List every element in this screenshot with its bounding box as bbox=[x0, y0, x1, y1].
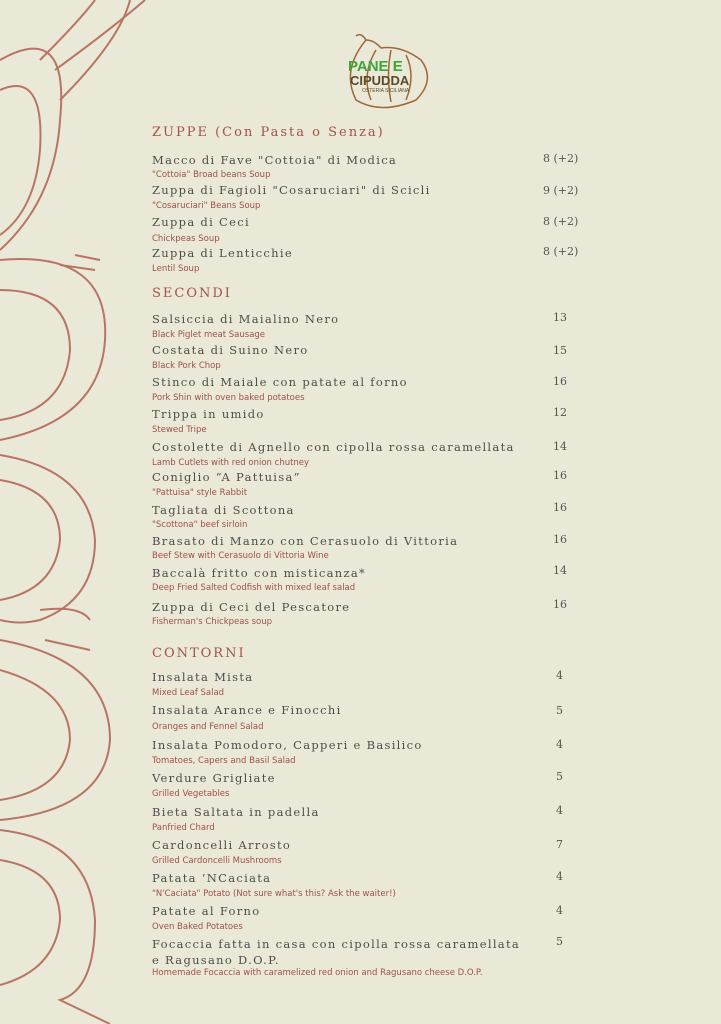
section-title: CONTORNI bbox=[152, 646, 246, 661]
item-name: Coniglio “A Pattuisa” bbox=[152, 470, 301, 484]
item-name: Focaccia fatta in casa con cipolla rossa caramellata bbox=[152, 937, 521, 951]
item-description: Pork Shin with oven baked potatoes bbox=[152, 393, 305, 403]
item-description: Black Pork Chop bbox=[152, 361, 221, 371]
item-description: Black Piglet meat Sausage bbox=[152, 330, 266, 340]
item-description: Lentil Soup bbox=[152, 264, 200, 274]
item-price: 8 (+2) bbox=[543, 215, 579, 228]
item-description: Deep Fried Salted Codfish with mixed leaf salad bbox=[152, 583, 356, 593]
section-title: ZUPPE (Con Pasta o Senza) bbox=[152, 125, 385, 140]
item-description: Oranges and Fennel Salad bbox=[152, 722, 264, 732]
item-description: Panfried Chard bbox=[152, 823, 215, 833]
item-name: Cardoncelli Arrosto bbox=[152, 838, 292, 852]
item-description: Lamb Cutlets with red onion chutney bbox=[152, 458, 310, 468]
item-name: Brasato di Manzo con Cerasuolo di Vittoria bbox=[152, 534, 459, 548]
item-name: Tagliata di Scottona bbox=[152, 503, 295, 517]
logo-line2: CIPUDDA bbox=[350, 73, 410, 88]
item-description: Oven Baked Potatoes bbox=[152, 922, 243, 932]
item-description: Fisherman's Chickpeas soup bbox=[152, 617, 273, 627]
restaurant-logo bbox=[336, 30, 432, 110]
item-price: 4 bbox=[556, 738, 563, 751]
item-price: 8 (+2) bbox=[543, 152, 579, 165]
item-name: Macco di Fave "Cottoia" di Modica bbox=[152, 153, 398, 167]
item-name: Insalata Arance e Finocchi bbox=[152, 703, 342, 717]
item-description: Grilled Cardoncelli Mushrooms bbox=[152, 856, 282, 866]
item-price: 9 (+2) bbox=[543, 184, 579, 197]
item-price: 16 bbox=[553, 533, 567, 546]
item-description: "Scottona" beef sirloin bbox=[152, 520, 248, 530]
item-price: 5 bbox=[556, 770, 563, 783]
item-name: Zuppa di Fagioli "Cosaruciari" di Scicli bbox=[152, 183, 431, 197]
item-price: 4 bbox=[556, 904, 563, 917]
item-name-line2: e Ragusano D.O.P. bbox=[152, 953, 280, 967]
item-name: Insalata Pomodoro, Capperi e Basilico bbox=[152, 738, 423, 752]
item-price: 16 bbox=[553, 598, 567, 611]
onion-illustration bbox=[0, 0, 150, 1024]
item-price: 8 (+2) bbox=[543, 245, 579, 258]
item-name: Salsiccia di Maialino Nero bbox=[152, 312, 340, 326]
item-name: Verdure Grigliate bbox=[152, 771, 276, 785]
item-description: "Cosaruciari" Beans Soup bbox=[152, 201, 261, 211]
item-price: 13 bbox=[553, 311, 567, 324]
item-name: Insalata Mista bbox=[152, 670, 254, 684]
item-name: Zuppa di Ceci bbox=[152, 215, 250, 229]
item-description: "Cottoia" Broad beans Soup bbox=[152, 170, 271, 180]
item-price: 15 bbox=[553, 344, 567, 357]
item-description: "N'Caciata" Potato (Not sure what's this? Ask the waiter!) bbox=[152, 889, 396, 899]
section-title: SECONDI bbox=[152, 286, 232, 301]
logo-line1: PANE E bbox=[348, 58, 403, 75]
item-description: Mixed Leaf Salad bbox=[152, 688, 225, 698]
item-price: 14 bbox=[553, 564, 567, 577]
item-description: Grilled Vegetables bbox=[152, 789, 230, 799]
item-description: Beef Stew with Cerasuolo di Vittoria Wine bbox=[152, 551, 329, 561]
item-price: 16 bbox=[553, 375, 567, 388]
item-description: "Pattuisa" style Rabbit bbox=[152, 488, 248, 498]
item-price: 14 bbox=[553, 440, 567, 453]
item-price: 12 bbox=[553, 406, 567, 419]
item-price: 16 bbox=[553, 469, 567, 482]
item-price: 7 bbox=[556, 838, 563, 851]
logo-line3: OSTERIA SICILIANA bbox=[362, 88, 410, 94]
item-description: Stewed Tripe bbox=[152, 425, 207, 435]
item-name: Zuppa di Lenticchie bbox=[152, 246, 293, 260]
item-name: Patata ‘NCaciata bbox=[152, 871, 272, 885]
item-description: Chickpeas Soup bbox=[152, 234, 220, 244]
item-price: 4 bbox=[556, 669, 563, 682]
item-name: Stinco di Maiale con patate al forno bbox=[152, 375, 408, 389]
item-price: 4 bbox=[556, 804, 563, 817]
item-name: Trippa in umido bbox=[152, 407, 265, 421]
item-price: 5 bbox=[556, 935, 563, 948]
item-name: Patate al Forno bbox=[152, 904, 261, 918]
item-price: 4 bbox=[556, 870, 563, 883]
item-name: Zuppa di Ceci del Pescatore bbox=[152, 600, 351, 614]
item-price: 16 bbox=[553, 501, 567, 514]
item-description: Homemade Focaccia with caramelized red onion and Ragusano cheese D.O.P. bbox=[152, 968, 483, 978]
item-name: Baccalà fritto con misticanza* bbox=[152, 566, 367, 580]
item-name: Costata di Suino Nero bbox=[152, 343, 309, 357]
item-name: Bieta Saltata in padella bbox=[152, 805, 320, 819]
item-description: Tomatoes, Capers and Basil Salad bbox=[152, 756, 296, 766]
item-name: Costolette di Agnello con cipolla rossa caramellata bbox=[152, 440, 515, 454]
item-price: 5 bbox=[556, 704, 563, 717]
